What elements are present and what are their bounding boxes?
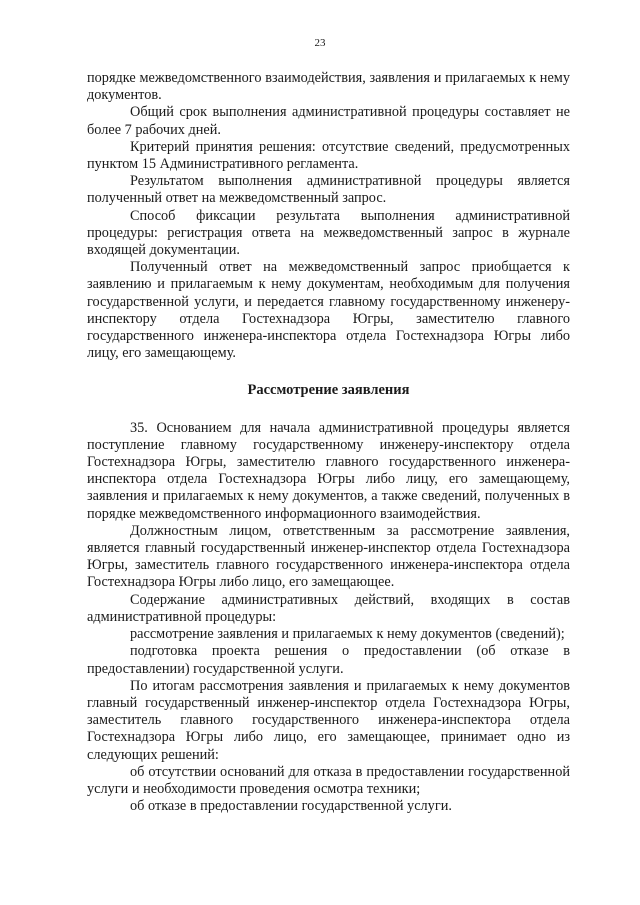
paragraph: Критерий принятия решения: отсутствие сведений, предусмотренных пунктом 15 Административного регламента. [87, 138, 570, 173]
page-number: 23 [314, 37, 326, 49]
paragraph: рассмотрение заявления и прилагаемых к нему документов (сведений); [130, 626, 565, 643]
paragraph: об отказе в предоставлении государственной услуги. [130, 798, 452, 815]
paragraph: Общий срок выполнения административной процедуры составляет не более 7 рабочих дней. [87, 104, 570, 138]
paragraph: Полученный ответ на межведомственный запрос приобщается к заявлению и прилагаемым к нему документам, необходимым для получения государственной услуги, и передается главному государственному инженеру-инспектору отдела Гостехнадзора Югры, заместителю главного государственного инженера-инспектора отдела Гостехнадзора Югры либо лицу, его замещающему. [87, 259, 570, 362]
section-heading: Рассмотрение заявления [247, 382, 410, 399]
paragraph: Должностным лицом, ответственным за рассмотрение заявления, является главный государственный инженер-инспектор отдела Гостехнадзора Югры, заместитель главного государственного инженера-инспектора отдела Гостехнадзора Югры либо лицо, его замещающее. [87, 522, 570, 591]
document-body [87, 70, 570, 815]
paragraph: порядке межведомственного взаимодействия, заявления и прилагаемых к нему документов. [87, 70, 570, 104]
paragraph: Результатом выполнения административной процедуры является полученный ответ на межведомственный запрос. [87, 173, 570, 207]
paragraph: об отсутствии оснований для отказа в предоставлении государственной услуги и необходимости проведения осмотра техники; [87, 763, 570, 797]
paragraph: Содержание административных действий, входящих в состав административной процедуры: [87, 591, 570, 625]
paragraph: подготовка проекта решения о предоставлении (об отказе в предоставлении) государственной услуги. [87, 643, 570, 677]
paragraph: По итогам рассмотрения заявления и прилагаемых к нему документов главный государственный инженер-инспектор отдела Гостехнадзора Югры, заместитель главного государственного инженера-инспектора отдела Гостехнадзора Югры либо лицо, его замещающее, принимает одно из следующих решений: [87, 677, 570, 763]
paragraph: Способ фиксации результата выполнения административной процедуры: регистрация ответа на межведомственный запрос в журнале входящей документации. [87, 207, 570, 259]
paragraph: 35. Основанием для начала административной процедуры является поступление главному государственному инженеру-инспектору отдела Гостехнадзора Югры, заместителю главного государственного инженера-инспектора отдела Гостехнадзора Югры либо лицу, его замещающему, заявления и прилагаемых к нему документов, а также сведений, полученных в порядке межведомственного информационного взаимодействия. [87, 419, 570, 522]
